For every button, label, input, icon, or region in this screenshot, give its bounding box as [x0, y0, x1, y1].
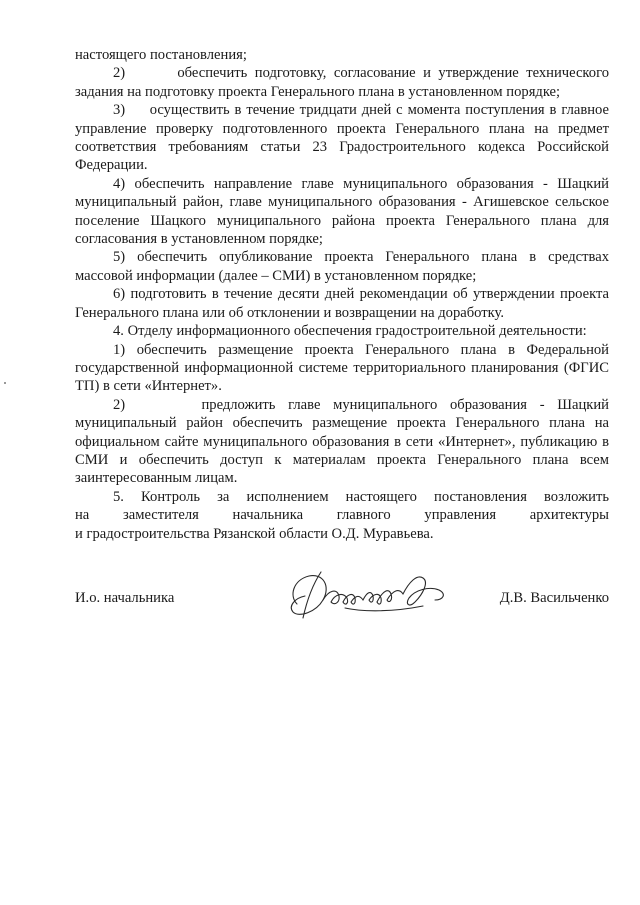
paragraph-item-6: 6) подготовить в течение десяти дней рекомендации об утверждении проекта Генерального плана или об отклонении и возвращении на доработку. [75, 286, 609, 321]
paragraph-section-4: 4. Отделу информационного обеспечения градостроительной деятельности: [113, 323, 587, 340]
paragraph-section-5-line-1: 5. Контроль за исполнением настоящего постановления возложить [113, 488, 609, 505]
signatory-title: И.о. начальника [75, 590, 175, 606]
paragraph-section-5-line-2: на заместителя начальника главного управления архитектуры [75, 507, 609, 524]
paragraph-continuation: настоящего постановления; [75, 47, 247, 63]
paragraph-item-2: 2) обеспечить подготовку, согласование и утверждение технического задания на подготовку проекта Генерального плана в установленном порядке; [75, 65, 609, 100]
scan-margin-dot [4, 382, 6, 384]
paragraph-item-5: 5) обеспечить опубликование проекта Генерального плана в средствах массовой информации (далее – СМИ) в установленном порядке; [75, 249, 609, 284]
handwritten-signature [283, 560, 463, 635]
signatory-name: Д.В. Васильченко [499, 590, 609, 606]
paragraph-section-4-item-2: 2) предложить главе муниципального образования - Шацкий муниципальный район обеспечить размещение проекта Генерального плана на официальном сайте муниципального образования в сети «Интернет», публикацию в СМИ и обеспечить доступ к материалам проекта Генерального плана всем заинтересованным лицам. [75, 396, 609, 487]
document-body [75, 46, 609, 543]
paragraph-section-5-line-3: и градостроительства Рязанской области О.Д. Муравьева. [75, 525, 434, 542]
paragraph-item-4: 4) обеспечить направление главе муниципального образования - Шацкий муниципальный район, главе муниципального образования - Агишевское сельское поселение Шацкого муниципального района проекта Генерального плана для согласования в установленном порядке; [75, 175, 609, 248]
paragraph-section-4-item-1: 1) обеспечить размещение проекта Генерального плана в Федеральной государственной информационной системе территориального планирования (ФГИС ТП) в сети «Интернет». [75, 341, 609, 395]
paragraph-item-3: 3) осуществить в течение тридцати дней с момента поступления в главное управление проверку подготовленного проекта Генерального плана на предмет соответствия требованиям статьи 23 Градостроительного кодекса Российской Федерации. [75, 102, 609, 174]
